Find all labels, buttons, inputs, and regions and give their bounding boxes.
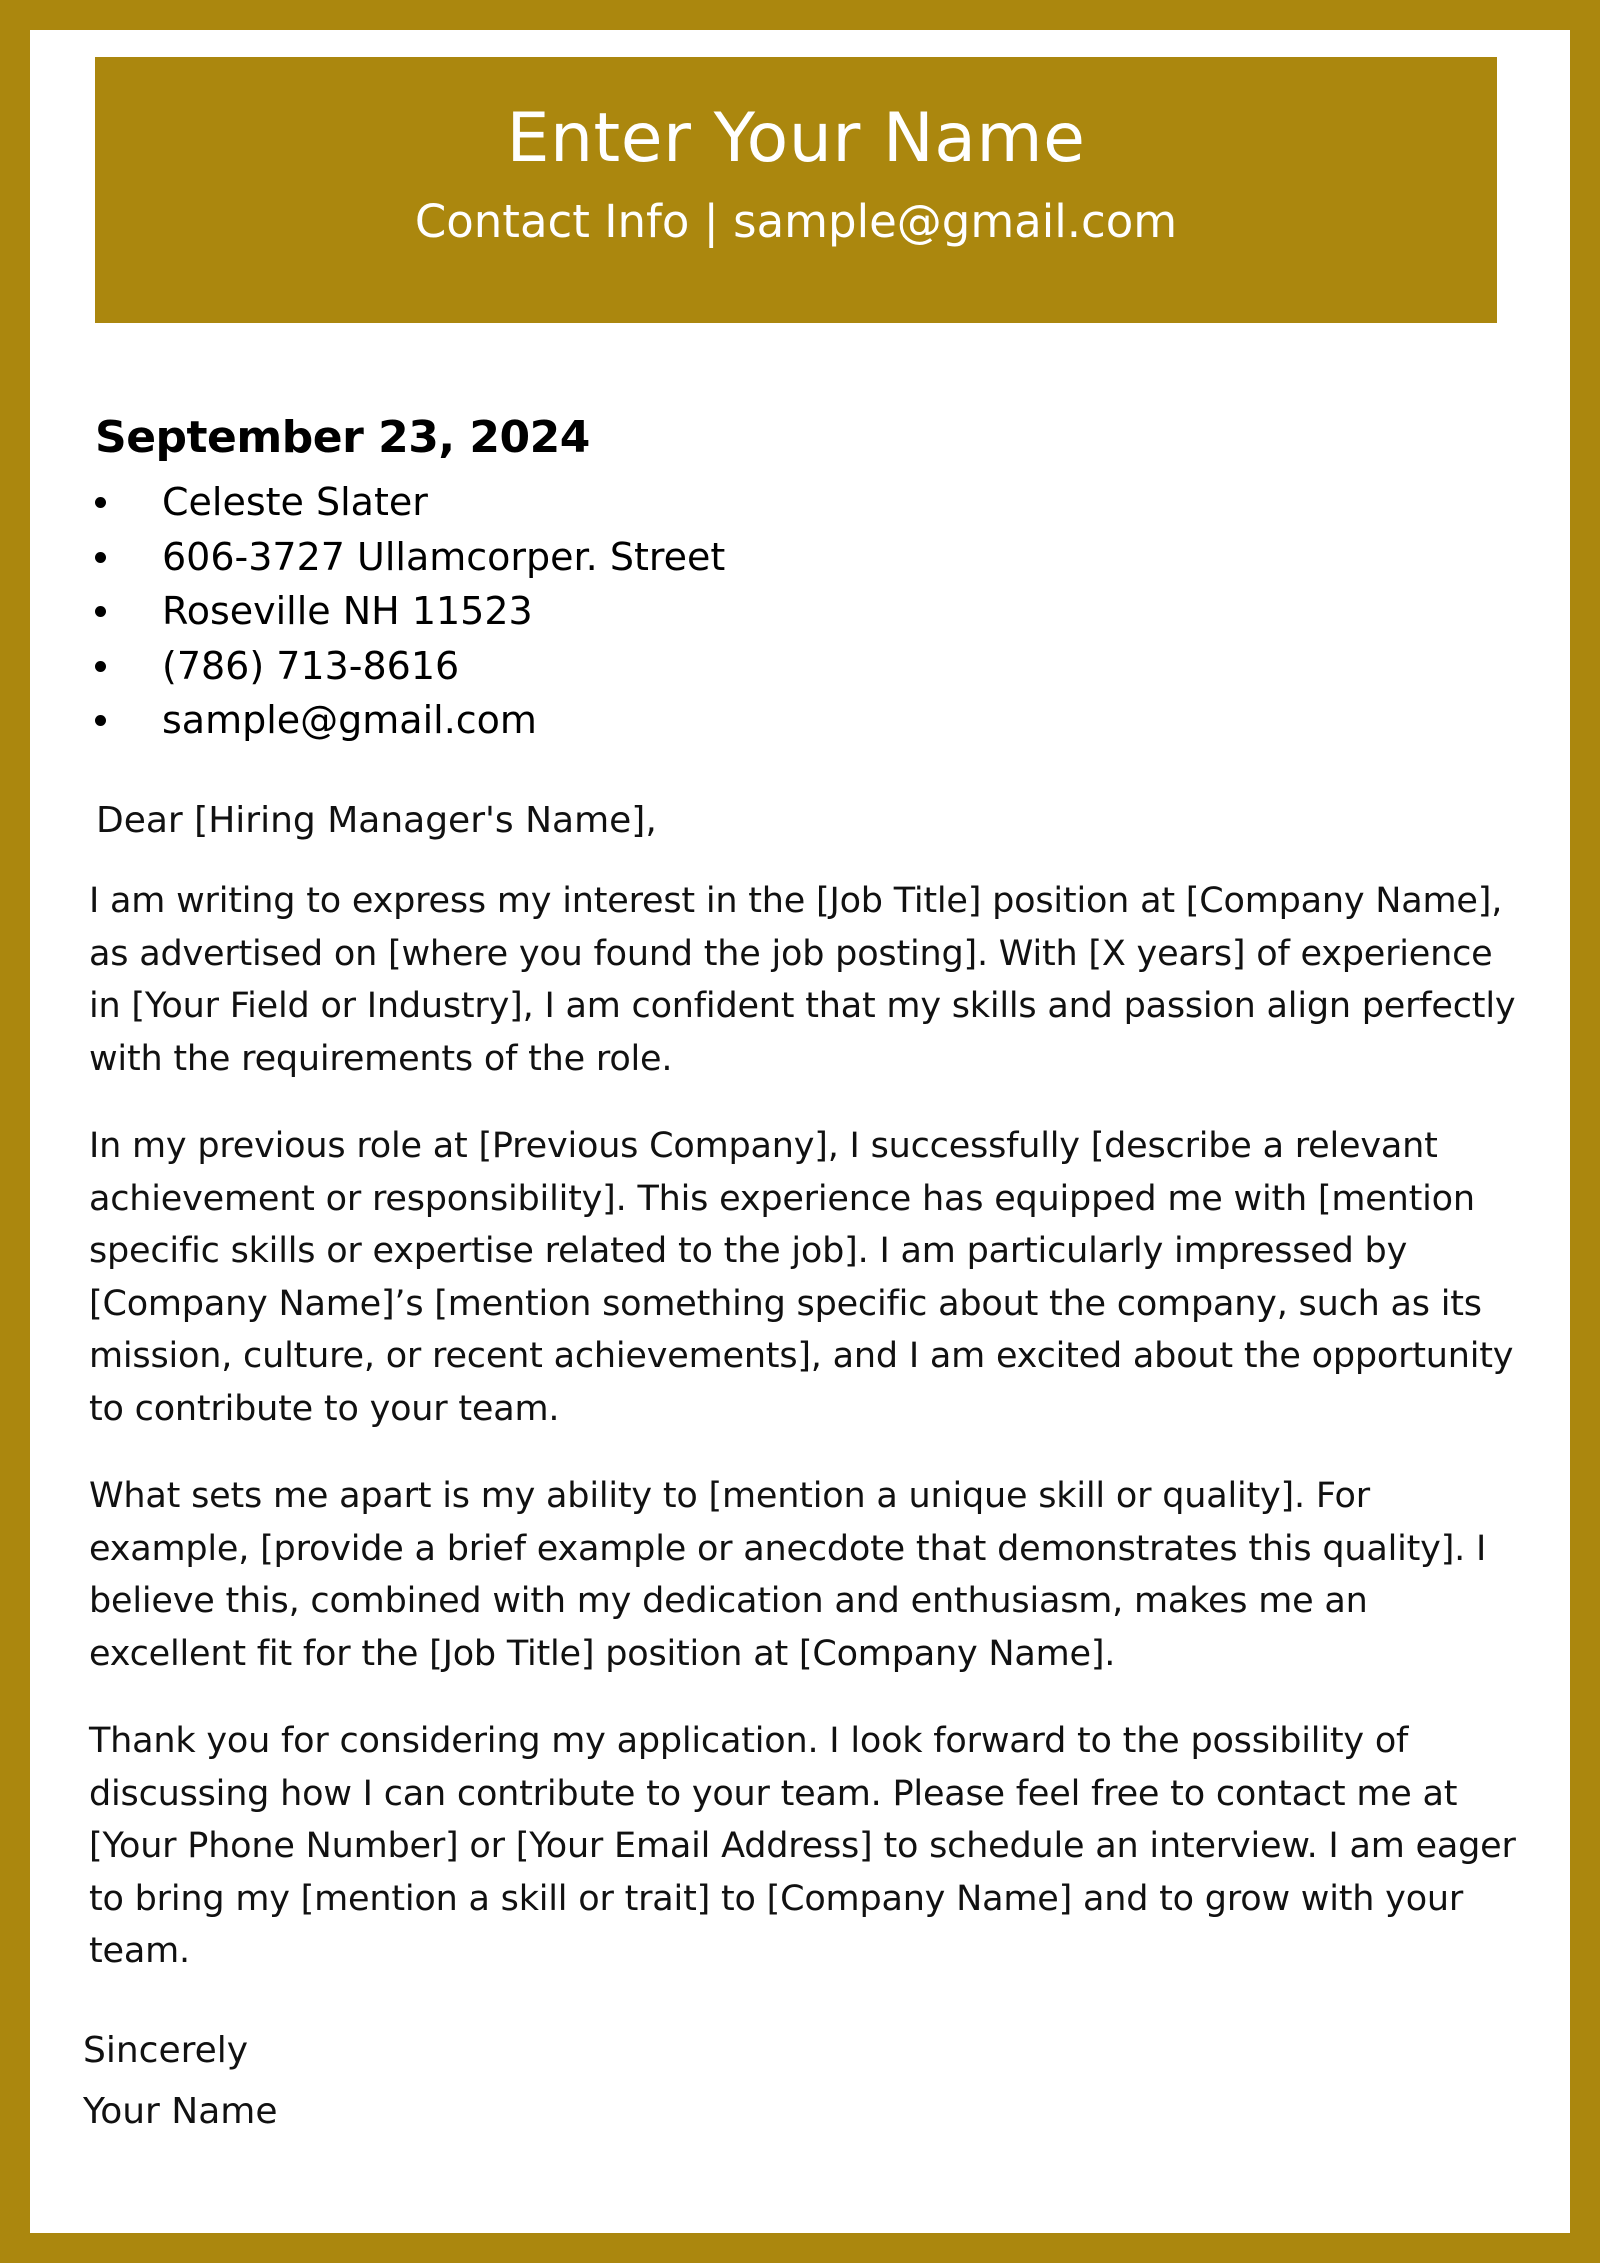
bullet-icon <box>95 552 106 563</box>
bullet-icon <box>95 661 106 672</box>
recipient-name: Celeste Slater <box>95 475 725 530</box>
recipient-street: 606-3727 Ullamcorper. Street <box>95 530 725 585</box>
contact-info: Contact Info | sample@gmail.com <box>414 195 1178 248</box>
recipient-email: sample@gmail.com <box>95 693 725 748</box>
header-banner <box>95 57 1497 323</box>
signature-name: Your Name <box>83 2091 278 2132</box>
recipient-city: Roseville NH 11523 <box>95 584 725 639</box>
recipient-address-list <box>95 475 725 748</box>
salutation: Dear [Hiring Manager's Name], <box>96 800 657 841</box>
bullet-icon <box>95 497 106 508</box>
body-paragraph: I am writing to express my interest in the [Job Title] position at [Company Name], as advertised on [where you found the job posting]. With [X years] of experience in [Your Field or Industry], I am confident that my skills and passion align perfectly with the requirements of the role. <box>89 881 1516 1079</box>
bullet-icon <box>95 715 106 726</box>
body-paragraph: In my previous role at [Previous Company], I successfully [describe a relevant achievement or responsibility]. This experience has equipped me with [mention specific skills or expertise related to the job]. I am particularly impressed by [Company Name]’s [mention something specific about the company, such as its mission, culture, or recent achievements], and I am excited about the opportunity to contribute to your team. <box>89 1126 1514 1429</box>
letter-closing <box>83 2020 278 2142</box>
letter-date: September 23, 2024 <box>95 412 590 463</box>
letter-body <box>89 875 1519 2013</box>
applicant-name: Enter Your Name <box>506 99 1086 178</box>
valediction: Sincerely <box>83 2030 249 2071</box>
letter-page <box>30 30 1570 2233</box>
bullet-icon <box>95 606 106 617</box>
body-paragraph: Thank you for considering my application. I look forward to the possibility of discussing how I can contribute to your team. Please feel free to contact me at [Your Phone Number] or [Your Email Address] to schedule an interview. I am eager to bring my [mention a skill or trait] to [Company Name] and to grow with your team. <box>89 1721 1516 1971</box>
body-paragraph: What sets me apart is my ability to [mention a unique skill or quality]. For example, [provide a brief example or anecdote that demonstrates this quality]. I believe this, combined with my dedication and enthusiasm, makes me an excellent fit for the [Job Title] position at [Company Name]. <box>89 1476 1487 1674</box>
recipient-phone: (786) 713-8616 <box>95 639 725 694</box>
